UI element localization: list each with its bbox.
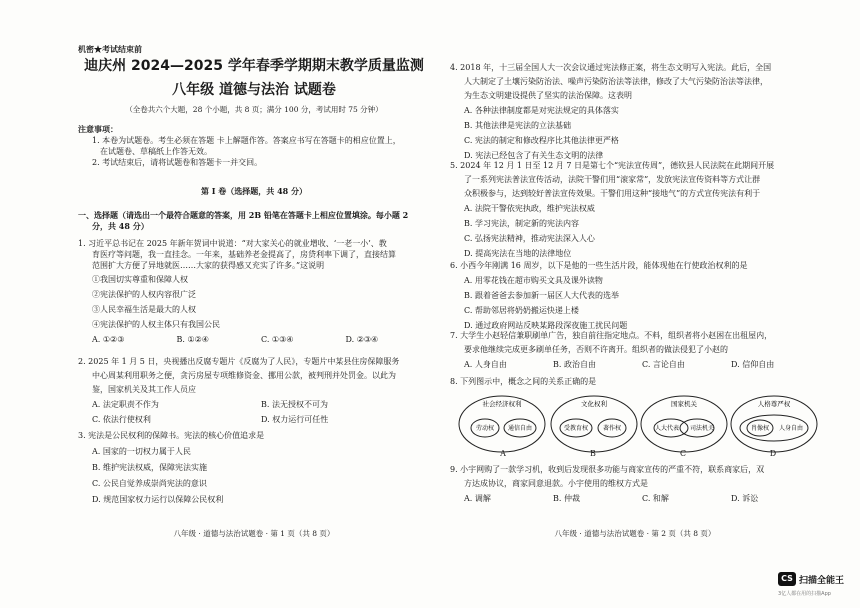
statement-item: ③人民幸福生活是最大的人权 — [92, 305, 196, 314]
question-2 — [78, 356, 430, 425]
option-c: C. 宪法的制定和修改程序比其他法律更严格 — [464, 136, 619, 145]
diagram-a-outer: 社会经济权利 — [482, 400, 522, 408]
section-heading-line: 一、选择题（请选出一个最符合题意的答案，用 2B 铅笔在答题卡上相应位置填涂。每小题 2 — [78, 210, 409, 220]
question-5 — [450, 160, 820, 259]
watermark-sub: 3亿人都在用的扫描App — [778, 591, 831, 597]
question-9 — [450, 464, 820, 504]
section-heading-line: 分，共 48 分） — [92, 221, 149, 231]
option-b: B. 学习宪法，制定新的宪法内容 — [464, 219, 579, 228]
note-line: 2. 考试结束后，请将试题卷和答题卡一并交回。 — [92, 158, 263, 167]
concept-diagrams — [458, 390, 818, 456]
diagram-label-c: C — [679, 449, 687, 458]
question-text: 育医疗等问题，我一直挂念。一年来，基础养老金提高了，房贷利率下调了，直接结算 — [92, 250, 396, 259]
options-row — [78, 334, 430, 345]
diagram-c — [641, 396, 727, 452]
statement-item: ④宪法保护的人权主体只有我国公民 — [92, 320, 220, 329]
diagram-b-inner-1: 受教育权 — [563, 425, 589, 432]
diagram-c-inner-1: 人大代表 — [654, 425, 680, 432]
footer-left: 八年级 · 道德与法治试题卷 · 第 1 页（共 8 页） — [173, 529, 335, 538]
diagram-d-inner-1: 肖像权 — [750, 425, 770, 432]
question-1 — [78, 238, 430, 345]
question-7 — [450, 330, 820, 370]
secret-label: 机密★考试结束前 — [78, 44, 142, 54]
notes-title: 注意事项： — [78, 124, 118, 134]
section-title: 第 I 卷（选择题，共 48 分） — [200, 186, 307, 196]
option-a: A. 法院干警依宪执政，维护宪法权威 — [464, 204, 595, 213]
diagram-c-outer: 国家机关 — [671, 400, 697, 408]
option-b: B. 仲裁 — [553, 494, 580, 503]
statement-item: ②宪法保护的人权内容很广泛 — [92, 290, 196, 299]
diagram-label-d: D — [769, 449, 777, 458]
diagram-c-inner-2: 司法机关 — [689, 425, 715, 432]
option-d: D. 信仰自由 — [731, 360, 775, 369]
question-text: 方达成协议，商家同意退款。小宇使用的维权方式是 — [464, 479, 648, 488]
option-d: D. 提高宪法在当地的法律地位 — [464, 249, 572, 258]
option-a: A. 国家的一切权力属于人民 — [92, 447, 191, 456]
option-a: A. 用零花钱在超市购买文具及课外读物 — [464, 276, 603, 285]
statement-item: ①我国切实尊重和保障人权 — [92, 275, 188, 284]
option-c: C. 公民自觉养成崇尚宪法的意识 — [92, 479, 207, 488]
exam-title: 迪庆州 2024—2025 学年春季学期期末教学质量监测 — [84, 58, 424, 74]
question-text: 众积极参与，达到较好普法宣传效果。干警们用这种“接地气”的方式宣传宪法有利于 — [464, 189, 761, 198]
option-b: B. 其他法律是宪法的立法基础 — [464, 121, 571, 130]
diagram-d-inner-2: 人身自由 — [778, 425, 804, 432]
exam-meta: （全卷共六个大题，28 个小题，共 8 页；满分 100 分，考试用时 75 分钟） — [125, 105, 383, 114]
question-text: 2. 2025 年 1 月 5 日，央视播出反腐专题片《反腐为了人民》，专题片中某县住房保障服务 — [78, 357, 400, 366]
question-text: 中心周某利用职务之便，贪污房屋专项维修资金、挪用公款，被判刑并处罚金。以此为 — [92, 371, 396, 380]
diagram-d — [731, 396, 817, 452]
question-text: 人大制定了土壤污染防治法、噪声污染防治法等法律，修改了大气污染防治法等法律， — [464, 77, 768, 86]
option-a: A. 人身自由 — [464, 360, 507, 369]
diagram-labels — [458, 448, 818, 459]
option-a: A. 各种法律制度都是对宪法规定的具体落实 — [464, 106, 619, 115]
diagram-a-inner-1: 劳动权 — [475, 425, 495, 432]
diagram-d-outer: 人格尊严权 — [757, 400, 791, 408]
diagram-a — [459, 396, 545, 452]
diagram-a-inner-2: 通信自由 — [507, 425, 533, 432]
diagram-b — [551, 396, 637, 452]
question-8 — [450, 376, 820, 387]
question-text: 7. 大学生小赵轻信兼职刷单广告，独自前往指定地点。不料，组织者将小赵困在出租屋内， — [450, 331, 773, 340]
notes — [78, 124, 430, 168]
option-d: D. ②③④ — [345, 335, 379, 344]
options-row — [450, 493, 820, 504]
option-a: A. 调解 — [464, 494, 491, 503]
option-b: B. 政治自由 — [553, 360, 596, 369]
option-b: B. ①②④ — [176, 335, 209, 344]
footer-right: 八年级 · 道德与法治试题卷 · 第 2 页（共 8 页） — [554, 529, 716, 538]
option-d: D. 宪法已经包含了有关生态文明的法律 — [464, 151, 604, 160]
option-b: B. 法无授权不可为 — [261, 400, 328, 409]
option-c: C. 帮助邻居将奶奶搬运快递上楼 — [464, 306, 579, 315]
diagram-b-inner-2: 著作权 — [602, 425, 622, 432]
option-b: B. 维护宪法权威，保障宪法实施 — [92, 463, 207, 472]
question-3 — [78, 430, 430, 505]
option-b: B. 跟着爸爸去参加新一届区人大代表的选举 — [464, 291, 619, 300]
question-text: 范围扩大方便了异地就医……大家的获得感又充实了许多。”这说明 — [92, 261, 325, 270]
question-text: 9. 小宇网购了一款学习机，收到后发现很多功能与商家宣传的严重不符，联系商家后，双 — [450, 465, 765, 474]
cs-logo-icon: CS — [778, 572, 796, 586]
options-row — [78, 414, 430, 425]
option-c: C. 依法行使权利 — [92, 415, 151, 424]
question-text: 要求他继续完成更多刷单任务，否则不许离开。组织者的做法侵犯了小赵的 — [464, 345, 728, 354]
question-6 — [450, 260, 820, 331]
question-text: 为生态文明建设提供了坚实的法治保障。这表明 — [464, 91, 632, 100]
question-4 — [450, 62, 820, 161]
options-row — [450, 359, 820, 370]
question-text: 6. 小西今年刚满 16 周岁，以下是他的一些生活片段，能体现他在行使政治权利的是 — [450, 261, 748, 270]
question-text: 了一系列宪法普法宣传活动，法院干警们用“滚家常”，发放宪法宣传资料等方式让群 — [464, 175, 761, 184]
option-d: D. 通过政府网站反映某路段深夜施工扰民问题 — [464, 321, 628, 330]
section-heading — [78, 210, 430, 232]
option-a: A. 法定职责不作为 — [92, 400, 159, 409]
scanner-watermark — [778, 572, 844, 586]
question-text: 4. 2018 年，十三届全国人大一次会议通过宪法修正案，将生态文明写入宪法。此后，全国 — [450, 63, 772, 72]
question-text: 3. 宪法是公民权利的保障书。宪法的核心价值追求是 — [78, 431, 265, 440]
option-a: A. ①②③ — [92, 335, 125, 344]
option-c: C. 和解 — [642, 494, 669, 503]
diagram-label-a: A — [500, 449, 506, 458]
watermark-name: 扫描全能王 — [799, 575, 845, 586]
note-line: 在试题卷、草稿纸上作答无效。 — [100, 147, 212, 156]
option-d: D. 权力运行可任性 — [261, 415, 329, 424]
diagram-label-b: B — [590, 449, 596, 458]
option-c: C. 言论自由 — [642, 360, 685, 369]
option-d: D. 诉讼 — [731, 494, 759, 503]
note-line: 1. 本卷为试题卷。考生必须在答题 卡上解题作答。答案应书写在答题卡的相应位置上， — [92, 136, 401, 145]
option-d: D. 规范国家权力运行以保障公民权利 — [92, 495, 224, 504]
options-row — [78, 399, 430, 410]
question-text: 鉴，国家机关及其工作人员应 — [92, 385, 196, 394]
exam-subtitle: 八年级 道德与法治 试题卷 — [172, 82, 336, 98]
option-c: C. 弘扬宪法精神，推动宪法深入人心 — [464, 234, 595, 243]
option-c: C. ①③④ — [261, 335, 294, 344]
question-text: 5. 2024 年 12 月 1 日至 12 月 7 日是第七个“宪法宣传周”，德钦县人民法院在此期间开展 — [450, 161, 775, 170]
question-text: 1. 习近平总书记在 2025 年新年贺词中说道：“对大家关心的就业增收、‘一老一小’、教 — [78, 239, 387, 248]
question-text: 8. 下列图示中，概念之间的关系正确的是 — [450, 377, 597, 386]
diagram-b-outer: 文化权利 — [581, 400, 607, 408]
